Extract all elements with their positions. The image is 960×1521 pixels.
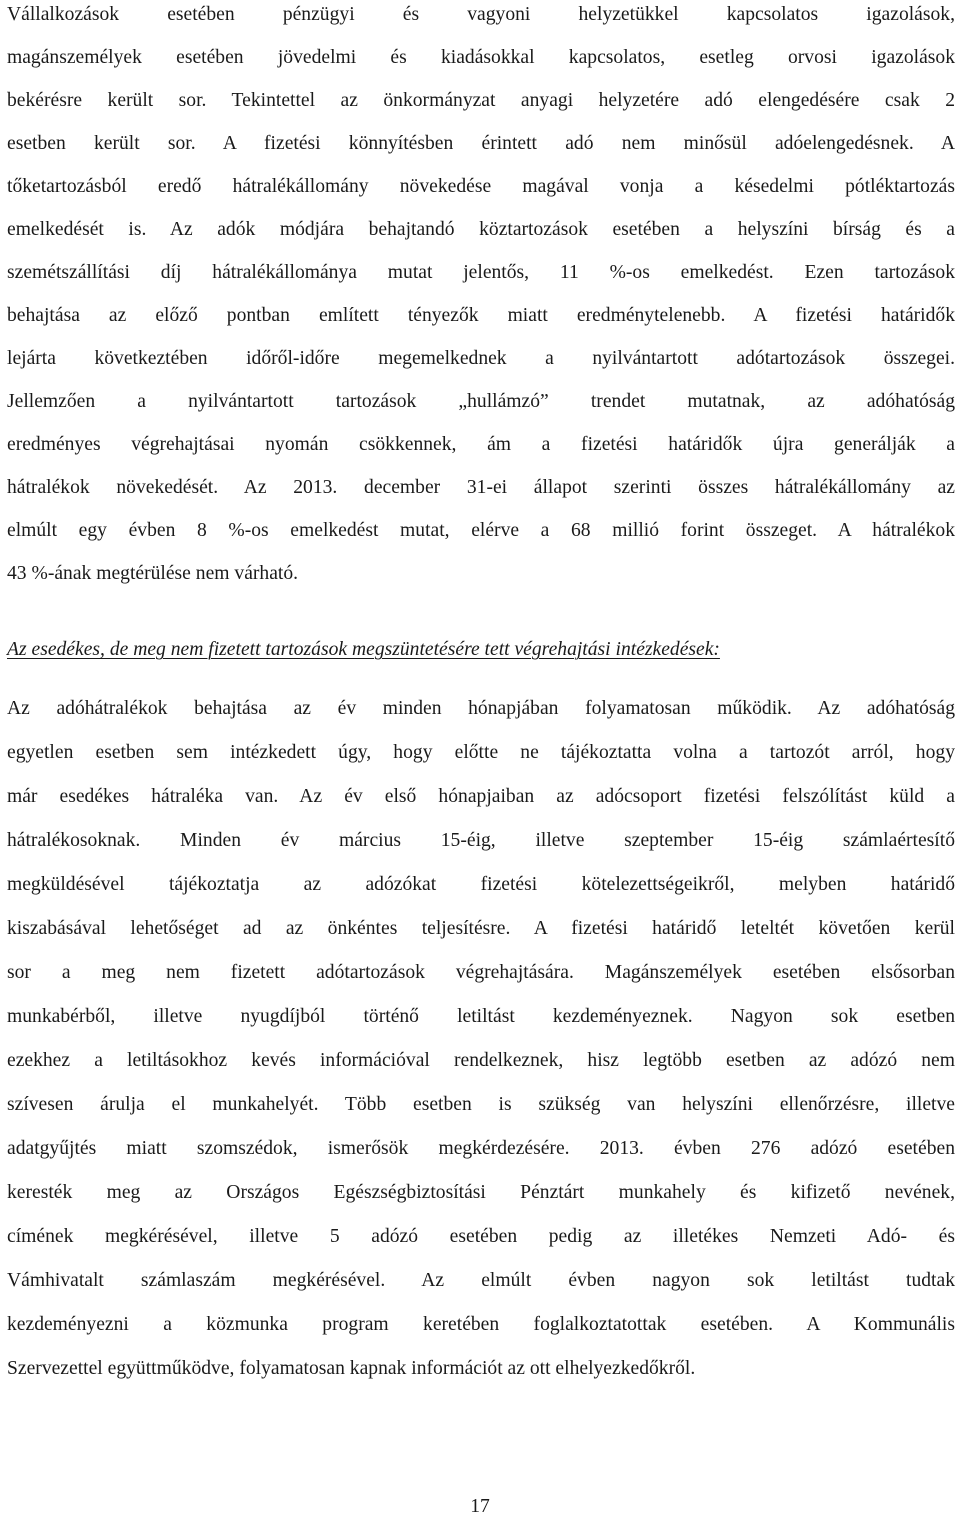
paragraph-line: eredményes végrehajtásai nyomán csökkennek, ám a fizetési határidők újra generálják a: [7, 434, 955, 455]
section-heading: Az esedékes, de meg nem fizetett tartozások megszüntetésére tett végrehajtási intézkedések:: [7, 639, 720, 660]
paragraph-line: kiszabásával lehetőséget ad az önkéntes teljesítésre. A fizetési határidő leteltét követően kerül: [7, 918, 955, 939]
paragraph-line: munkabérből, illetve nyugdíjból történő letiltást kezdeményeznek. Nagyon sok esetben: [7, 1006, 955, 1027]
paragraph-line: keresték meg az Országos Egészségbiztosítási Pénztárt munkahely és kifizető nevének,: [7, 1182, 955, 1203]
paragraph-line: szemétszállítási díj hátralékállománya mutat jelentős, 11 %-os emelkedést. Ezen tartozások: [7, 262, 955, 283]
paragraph-line: kezdeményezni a közmunka program keretében foglalkoztatottak esetében. A Kommunális: [7, 1314, 955, 1335]
paragraph-line: sor a meg nem fizetett adótartozások végrehajtására. Magánszemélyek esetében elsősorban: [7, 962, 955, 983]
paragraph-line: elmúlt egy évben 8 %-os emelkedést mutat, elérve a 68 millió forint összeget. A hátralékok: [7, 520, 955, 541]
paragraph-line: Szervezettel együttműködve, folyamatosan kapnak információt az ott elhelyezkedőkről.: [7, 1358, 696, 1379]
paragraph-line: címének megkérésével, illetve 5 adózó esetében pedig az illetékes Nemzeti Adó- és: [7, 1226, 955, 1247]
paragraph-line: behajtása az előző pontban említett tényezők miatt eredménytelenebb. A fizetési határidők: [7, 305, 955, 326]
paragraph-line: 43 %-ának megtérülése nem várható.: [7, 563, 299, 584]
paragraph-line: Vállalkozások esetében pénzügyi és vagyoni helyzetükkel kapcsolatos igazolások,: [7, 4, 955, 25]
paragraph-line: ezekhez a letiltásokhoz kevés információval rendelkeznek, hisz legtöbb esetben az adózó nem: [7, 1050, 955, 1071]
paragraph-line: szívesen árulja el munkahelyét. Több esetben is szükség van helyszíni ellenőrzésre, illetve: [7, 1094, 955, 1115]
paragraph-line: egyetlen esetben sem intézkedett úgy, hogy előtte ne tájékoztatta volna a tartozót arról, hogy: [7, 742, 955, 763]
page-number: 17: [470, 1496, 490, 1517]
paragraph-line: már esedékes hátraléka van. Az év első hónapjaiban az adócsoport fizetési felszólítást küld a: [7, 786, 955, 807]
paragraph-line: Vámhivatalt számlaszám megkérésével. Az elmúlt évben nagyon sok letiltást tudtak: [7, 1270, 955, 1291]
paragraph-line: tőketartozásból eredő hátralékállomány növekedése magával vonja a késedelmi pótléktartozás: [7, 176, 955, 197]
paragraph-line: esetben került sor. A fizetési könnyítésben érintett adó nem minősül adóelengedésnek. A: [7, 133, 955, 154]
paragraph-line: adatgyűjtés miatt szomszédok, ismerősök megkérdezésére. 2013. évben 276 adózó esetében: [7, 1138, 955, 1159]
paragraph-line: megküldésével tájékoztatja az adózókat fizetési kötelezettségeikről, melyben határidő: [7, 874, 955, 895]
paragraph-line: lejárta következtében időről-időre megemelkednek a nyilvántartott adótartozások összegei.: [7, 348, 955, 369]
paragraph-line: Az adóhátralékok behajtása az év minden hónapjában folyamatosan működik. Az adóhatóság: [7, 698, 955, 719]
paragraph-line: magánszemélyek esetében jövedelmi és kiadásokkal kapcsolatos, esetleg orvosi igazolások: [7, 47, 955, 68]
paragraph-line: hátralékok növekedését. Az 2013. december 31-ei állapot szerinti összes hátralékállomány az: [7, 477, 955, 498]
paragraph-line: emelkedését is. Az adók módjára behajtandó köztartozások esetében a helyszíni bírság és a: [7, 219, 955, 240]
paragraph-line: Jellemzően a nyilvántartott tartozások „hullámzó” trendet mutatnak, az adóhatóság: [7, 391, 955, 412]
paragraph-line: bekérésre került sor. Tekintettel az önkormányzat anyagi helyzetére adó elengedésére csak 2: [7, 90, 955, 111]
paragraph-line: hátralékosoknak. Minden év március 15-éig, illetve szeptember 15-éig számlaértesítő: [7, 830, 955, 851]
